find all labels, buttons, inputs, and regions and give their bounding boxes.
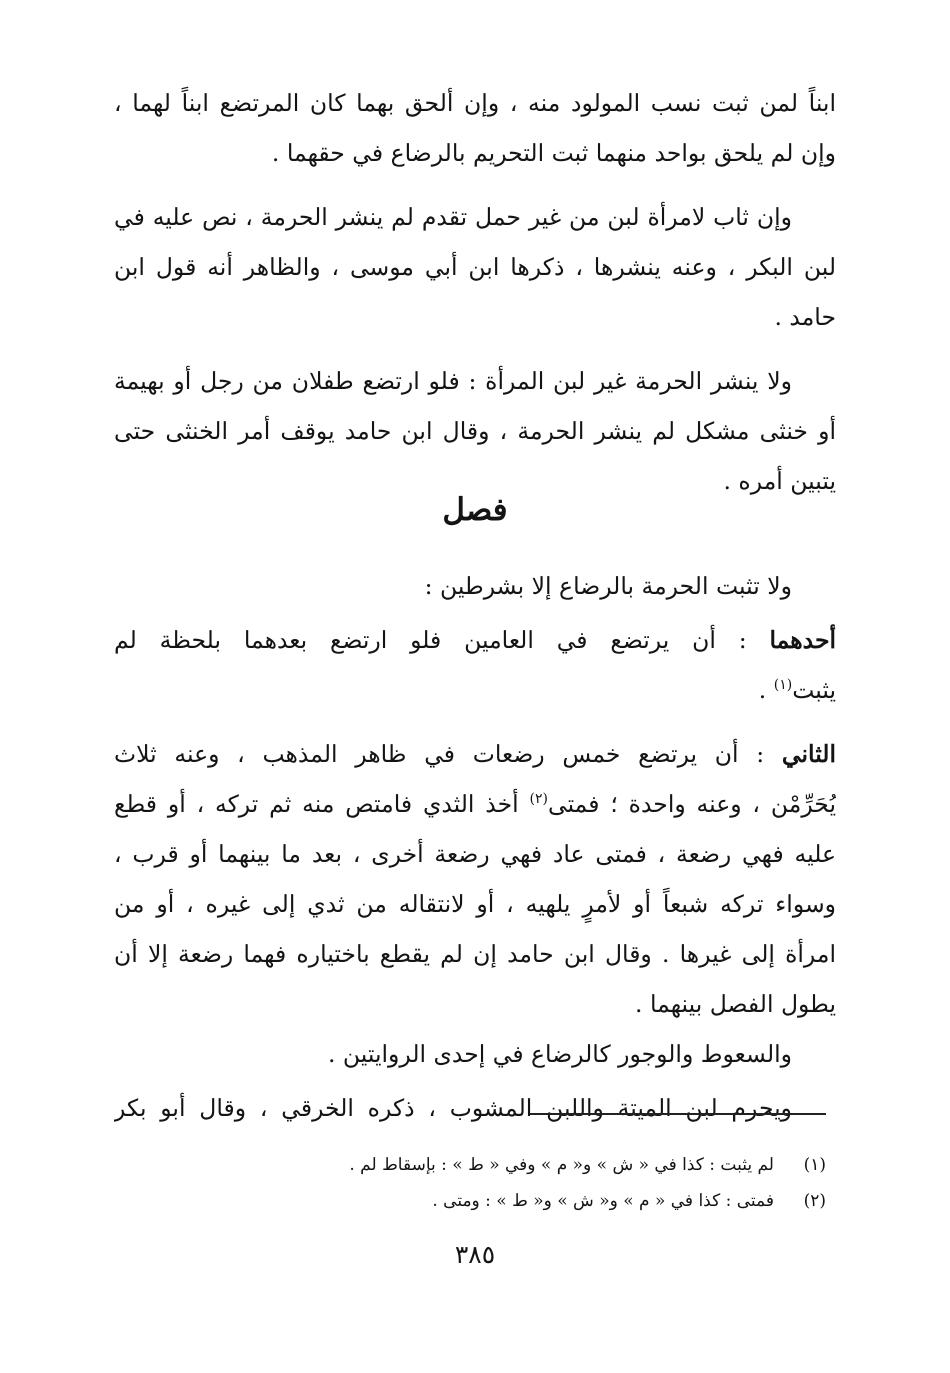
text-line: عليه فهي رضعة ، فمتى عاد فهي رضعة أخرى ، بعد ما بينهما أو قرب ، bbox=[114, 840, 836, 868]
text-line: يثبت$^{(١)}$ . bbox=[758, 676, 836, 704]
text-line: امرأة إلى غيرها . وقال ابن حامد إن لم يقطع باختياره فهما رضعة إلا أن bbox=[114, 940, 836, 968]
footnote-divider bbox=[530, 1113, 826, 1115]
text-line: وإن ثاب لامرأة لبن من غير حمل تقدم لم ينشر الحرمة ، نص عليه في bbox=[114, 203, 792, 231]
text-line: ولا تثبت الحرمة بالرضاع إلا بشرطين : bbox=[424, 572, 792, 600]
footnote-text: لم يثبت : كذا في « ش » و« م » وفي « ط » : بإسقاط لم . bbox=[349, 1155, 774, 1175]
condition-lead: الثاني bbox=[781, 740, 836, 768]
section-heading: فصل bbox=[442, 492, 508, 528]
text-line: وسواء تركه شبعاً أو لأمرٍ يلهيه ، أو لانتقاله من ثدي إلى غيره ، أو من bbox=[114, 890, 836, 918]
text-line: ولا ينشر الحرمة غير لبن المرأة : فلو ارتضع طفلان من رجل أو بهيمة bbox=[114, 367, 792, 395]
page-number: ٣٨٥ bbox=[454, 1240, 496, 1269]
footnote-text: فمتى : كذا في « م » و« ش » و« ط » : ومتى . bbox=[432, 1191, 774, 1211]
footnote bbox=[114, 1151, 826, 1179]
text-line: ويحرم لبن الميتة واللبن المشوب ، ذكره الخرقي ، وقال أبو بكر bbox=[114, 1094, 792, 1122]
text-line: أحدهما : أن يرتضع في العامين فلو ارتضع بعدهما بلحظة لم bbox=[114, 626, 836, 654]
condition-lead: أحدهما bbox=[769, 626, 836, 654]
text-line: يُحَرِّمْن ، وعنه واحدة ؛ فمتى$^{(٢)}$ أخذ الثدي فامتص منه ثم تركه ، أو قطع bbox=[114, 790, 836, 818]
text-line: والسعوط والوجور كالرضاع في إحدى الروايتين . bbox=[327, 1040, 792, 1068]
text-line: ابناً لمن ثبت نسب المولود منه ، وإن ألحق بهما كان المرتضع ابناً لهما ، bbox=[114, 89, 836, 117]
body-text bbox=[114, 78, 836, 506]
text-line: لبن البكر ، وعنه ينشرها ، ذكرها ابن أبي موسى ، والظاهر أنه قول ابن bbox=[114, 253, 836, 281]
footnote-marker[interactable]: (١) bbox=[773, 677, 793, 694]
text-line: حامد . bbox=[774, 303, 836, 331]
footnote-number: (١) bbox=[803, 1155, 826, 1175]
text-line: يتبين أمره . bbox=[723, 467, 836, 495]
footnote-marker[interactable]: (٢) bbox=[529, 791, 548, 808]
footnote bbox=[114, 1187, 826, 1215]
text-line: أو خنثى مشكل لم ينشر الحرمة ، وقال ابن حامد يوقف أمر الخنثى حتى bbox=[114, 417, 836, 445]
text-line: وإن لم يلحق بواحد منهما ثبت التحريم بالرضاع في حقهما . bbox=[271, 139, 836, 167]
text-line: يطول الفصل بينهما . bbox=[635, 990, 836, 1018]
footnote-number: (٢) bbox=[803, 1191, 826, 1211]
text-line: الثاني : أن يرتضع خمس رضعات في ظاهر المذهب ، وعنه ثلاث bbox=[114, 740, 836, 768]
body-text-section bbox=[114, 561, 836, 1133]
